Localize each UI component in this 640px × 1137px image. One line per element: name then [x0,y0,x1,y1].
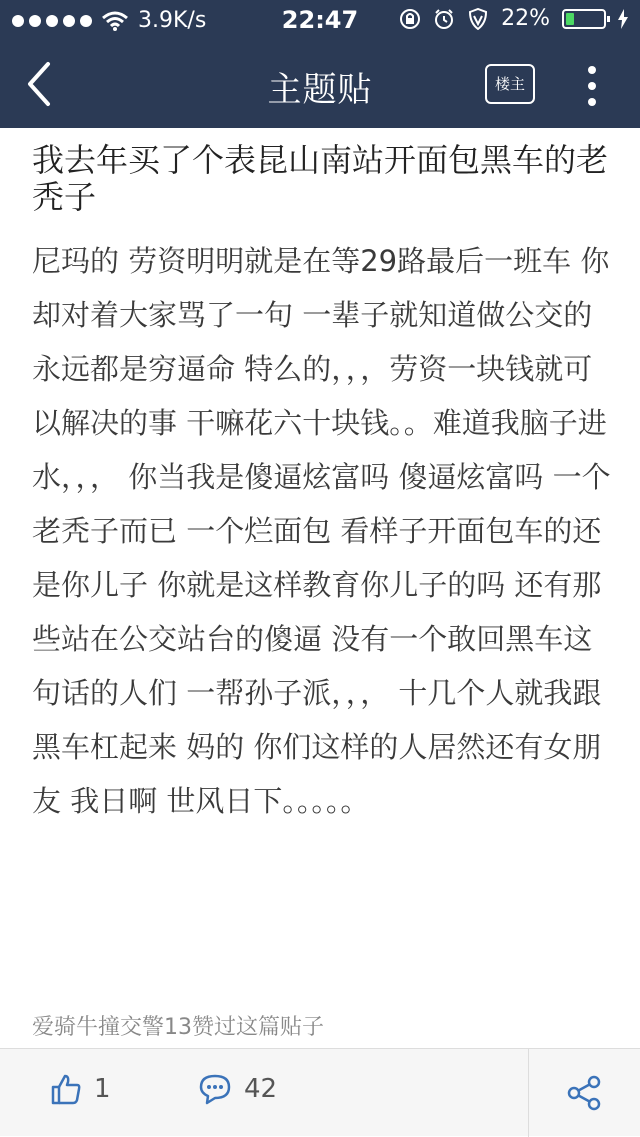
likes-summary [32,1010,324,1041]
status-bar [0,0,640,40]
comment-count: 42 [244,1074,278,1104]
battery-percent: 22% [501,6,550,31]
rotation-lock-icon [399,8,421,30]
divider [528,1049,529,1137]
nav-bar [0,40,640,128]
bottom-bar [0,1048,640,1136]
like-count: 1 [94,1074,111,1104]
likes-suffix: 赞过这篇贴子 [192,1015,325,1040]
alarm-icon [433,8,455,30]
comment-button[interactable] [198,1073,277,1105]
vpn-shield-icon [467,8,489,30]
more-options-button[interactable] [580,64,604,108]
post-content [32,136,612,828]
top-bar [0,0,640,128]
share-icon [566,1075,602,1111]
comment-bubble-icon [198,1073,232,1105]
more-vertical-icon [580,64,604,108]
network-speed: 3.9K/s [138,8,207,33]
post-body: 尼玛的 劳资明明就是在等29路最后一班车 你却对着大家骂了一句 一辈子就知道做公交的永远都是穷逼命 特么的，，，劳资一块钱就可以解决的事 干嘛花六十块钱。。难道我脑子进水，，， 你当我是傻逼炫富吗 傻逼炫富吗 一个老秃子而已 一个烂面包 看样子开面包车的还是你儿子 你就是这样教育你儿子的吗 还有那些站在公交站台的傻逼 没有一个敢回黑车这句话的人们 一帮孙子派，，， 十几个人就我跟黑车杠起来 妈的 你们这样的人居然还有女朋友 我日啊 世风日下。。。。。 [32,244,611,818]
battery-icon [562,9,606,29]
status-right [399,6,628,31]
thumbs-up-icon [50,1073,82,1105]
only-op-button[interactable]: 楼主 [485,64,535,104]
liker-name[interactable]: 爱骑牛撞交警13 [32,1015,192,1040]
status-time: 22:47 [281,6,359,34]
page-title: 主题贴 [267,70,373,110]
share-button[interactable] [566,1075,602,1111]
like-button[interactable] [50,1073,111,1105]
post-title: 我去年买了个表昆山南站开面包黑车的老秃子 [32,141,609,216]
charging-bolt-icon [618,9,628,29]
